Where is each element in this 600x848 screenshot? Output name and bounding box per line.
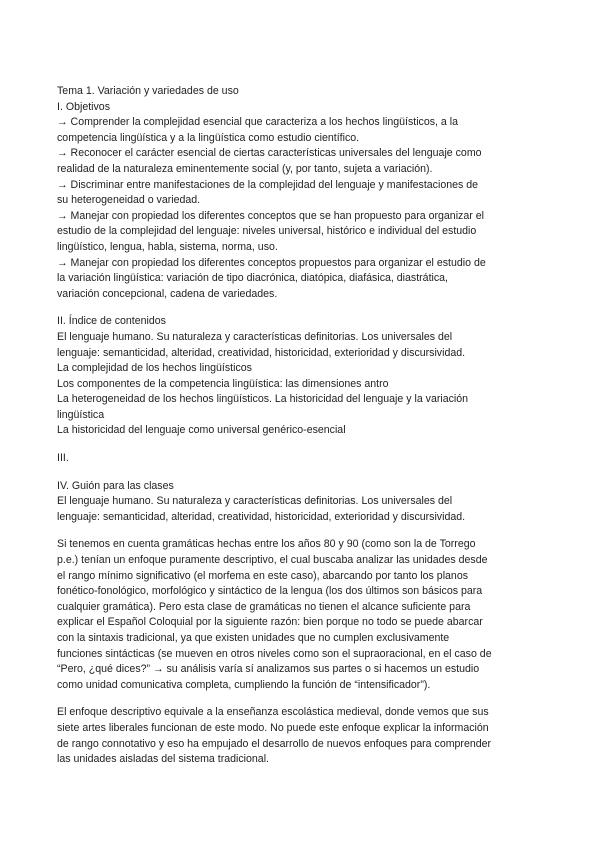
text-line: Tema 1. Variación y variedades de uso (57, 85, 239, 97)
text-line: → Comprender la complejidad esencial que caracteriza a los hechos lingüísticos, a la (57, 116, 459, 129)
text-line: La heterogeneidad de los hechos lingüísticos. La historicidad del lenguaje y la variación (57, 393, 469, 406)
text-line: “Pero, ¿qué dices?” → su análisis varía sí analizamos sus partes o si hacemos un estudio (57, 663, 480, 676)
text-line: IV. Guión para las clases (57, 479, 174, 492)
text-line: estudio de la complejidad del lenguaje: niveles universal, histórico e individual del estudio (57, 225, 477, 238)
text-line: lingüística (57, 408, 105, 421)
text-line: explicar el Español Coloquial por la siguiente razón: bien porque no todo se puede abarcar (57, 616, 483, 629)
text-line: variación concepcional, cadena de variedades. (57, 287, 278, 300)
text-line: su heterogeneidad o variedad. (57, 194, 201, 207)
blank-line (57, 439, 557, 451)
blank-line (57, 302, 557, 314)
text-line: el rango mínimo significativo (el morfema en este caso), abarcando por tanto los planos (57, 569, 469, 582)
text-line: fonético-fonológico, morfológico y sintáctico de la lengua (los dos últimos son básicos para (57, 585, 483, 598)
text-line: II. Índice de contenidos (57, 315, 166, 328)
text-line: El lenguaje humano. Su naturaleza y características definitorias. Los universales del (57, 330, 453, 343)
text-line: La historicidad del lenguaje como universal genérico-esencial (57, 424, 346, 437)
text-line: siete artes liberales funcionan de este modo. No puede este enfoque explicar la información (57, 721, 489, 734)
text-line: El lenguaje humano. Su naturaleza y características definitorias. Los universales del (57, 495, 453, 508)
text-line: → Reconocer el carácter esencial de ciertas características universales del lenguaje como (57, 147, 482, 160)
text-line: con la sintaxis tradicional, ya que existen unidades que no cumplen exclusivamente (57, 632, 450, 644)
text-line: las unidades aisladas del sistema tradicional. (57, 753, 269, 766)
text-line: realidad de la naturaleza eminentemente social (y, por tanto, sujeta a variación). (57, 162, 433, 175)
text-line: → Discriminar entre manifestaciones de la complejidad del lenguaje y manifestaciones de (57, 178, 479, 191)
text-line: lenguaje: semanticidad, alteridad, creatividad, historicidad, exterioridad y discursividad. (57, 510, 466, 523)
text-line: funciones sintácticas (se mueven en otros niveles como son el supraoracional, en el caso de (57, 647, 492, 660)
text-line: cualquier gramática). Pero esta clase de gramáticas no tienen el alcance suficiente para (57, 600, 471, 613)
text-line: Si tenemos en cuenta gramáticas hechas entre los años 80 y 90 (como son la de Torrego (57, 538, 476, 551)
text-line: El enfoque descriptivo equivale a la enseñanza escolástica medieval, donde vemos que sus (57, 706, 489, 719)
text-line: → Manejar con propiedad los diferentes conceptos que se han propuesto para organizar el (57, 209, 484, 222)
text-line: III. (57, 452, 69, 465)
text-line: → Manejar con propiedad los diferentes conceptos propuestos para organizar el estudio de (57, 256, 486, 269)
text-line: lingüístico, lengua, habla, sistema, norma, uso. (57, 240, 278, 253)
text-line: I. Objetivos (57, 100, 110, 113)
blank-line (57, 693, 557, 705)
text-line: competencia lingüística y a la lingüística como estudio científico. (57, 131, 360, 144)
blank-line (57, 525, 557, 537)
document-page (57, 84, 557, 768)
text-line: lenguaje: semanticidad, alteridad, creatividad, historicidad, exterioridad y discursividad. (57, 346, 466, 359)
text-line: La complejidad de los hechos lingüísticos (57, 362, 252, 375)
blank-line (57, 467, 557, 479)
text-line: Los componentes de la competencia lingüística: las dimensiones antro (57, 377, 389, 390)
text-line: de rango connotativo y eso ha empujado el desarrollo de nuevos enfoques para comprender (57, 737, 492, 750)
text-line: como unidad comunicativa completa, cumpliendo la función de “intensificador”). (57, 678, 431, 691)
text-line: la variación lingüística: variación de tipo diacrónica, diatópica, diafásica, diastrática, (57, 272, 449, 285)
text-line: p.e.) tenían un enfoque puramente descriptivo, el cual buscaba analizar las unidades desde (57, 554, 488, 567)
